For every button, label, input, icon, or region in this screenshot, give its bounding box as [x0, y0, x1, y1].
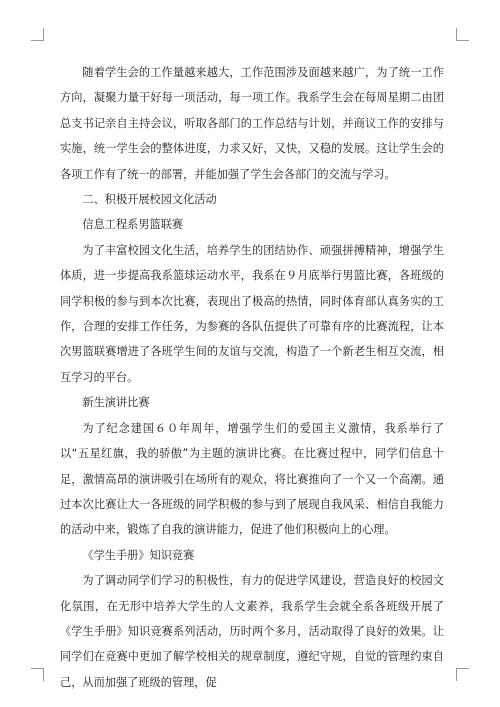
- paragraph-speech-contest: 为了纪念建国６０年周年，增强学生们的爱国主义激情，我系举行了以“五星红旗，我的骄傲”为主题的演讲比赛。在比赛过程中，同学们信息十足，激情高昂的演讲吸引在场所有的观众，将比赛推向了一个又一个高潮。通过本次比赛让大一各班级的同学积极的参与到了展现自我风采、相信自我能力的活动中来，锻炼了自我的演讲能力，促进了他们积极向上的心理。: [60, 421, 444, 537]
- crop-mark-top-right: [456, 28, 469, 41]
- crop-mark-bottom-right: [456, 668, 469, 681]
- crop-mark-bottom-left: [31, 668, 44, 681]
- subheading-handbook-quiz: 《学生手册》知识竞赛: [82, 548, 195, 562]
- document-body: [60, 60, 444, 695]
- section-heading-campus-culture: 二、积极开展校园文化活动: [82, 193, 217, 207]
- crop-mark-top-left: [31, 28, 44, 41]
- paragraph-student-union-work: 随着学生会的工作量越来越大，工作范围涉及面越来越广，为了统一工作方向，凝聚力量干好每一项活动，每一项工作。我系学生会在每周星期二由团总支书记亲自主持会议，听取各部门的工作总结与计划，并商议工作的安排与实施，统一学生会的整体进度，力求又好，又快，又稳的发展。这让学生会的各项工作有了统一的部署，并能加强了学生会各部门的交流与学习。: [60, 66, 444, 181]
- paragraph-handbook-quiz: 为了调动同学们学习的积极性，有力的促进学风建设，营造良好的校园文化氛围，在无形中培养大学生的人文素养，我系学生会就全系各班级开展了《学生手册》知识竞赛系列活动，历时两个多月，活动取得了良好的效果。让同学们在竞赛中更加了解学校相关的规章制度，遵纪守规，自觉的管理约束自己，从而加强了班级的管理，促: [60, 574, 444, 689]
- subheading-speech-contest: 新生演讲比赛: [82, 396, 150, 410]
- paragraph-basketball-league: 为了丰富校园文化生活，培养学生的团结协作、顽强拼搏精神，增强学生体质，进一步提高我系篮球运动水平，我系在９月底举行男篮比赛，各班级的同学积极的参与到本次比赛，表现出了极高的热情，同时体育部认真务实的工作，合理的安排工作任务，为参赛的各队伍提供了可靠有序的比赛流程，让本次男篮联赛增进了各班学生间的友谊与交流，构造了一个新老生相互交流，相互学习的平台。: [60, 243, 444, 384]
- subheading-basketball-league: 信息工程系男篮联赛: [82, 218, 184, 232]
